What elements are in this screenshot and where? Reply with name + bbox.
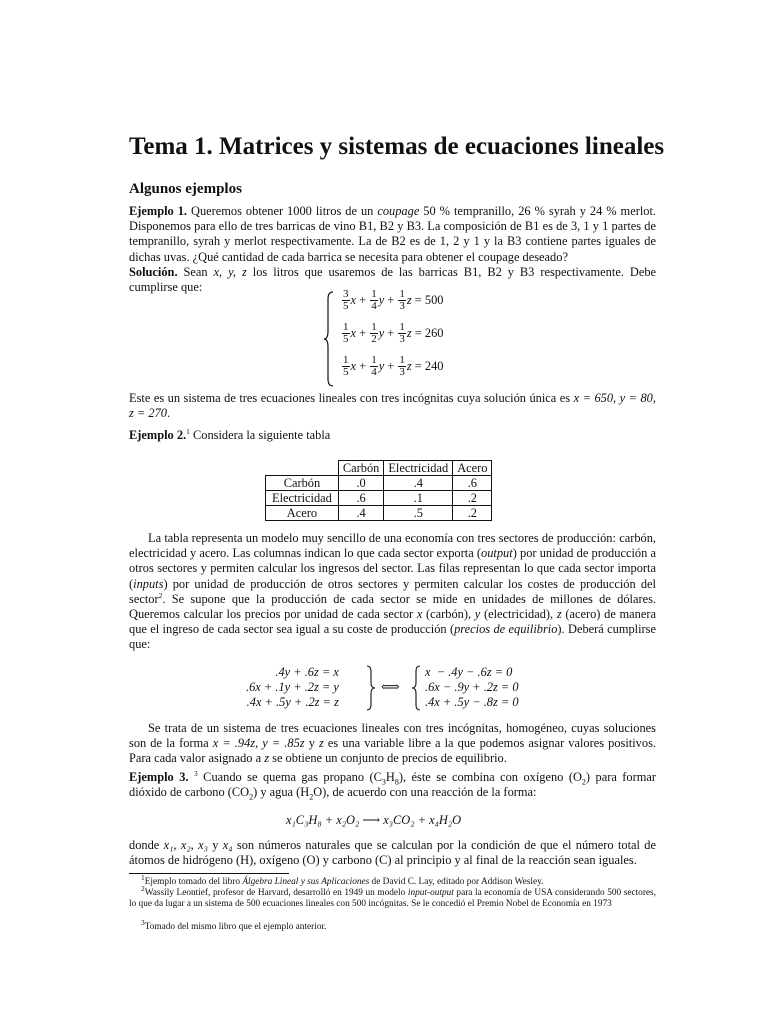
text-run: Wassily Leontief, profesor de Harvard, desarrolló en 1949 un modelo [144, 888, 408, 898]
table-header-cell: Electricidad [384, 461, 453, 476]
right-brace-icon [366, 665, 376, 711]
rhs-value: 240 [424, 359, 444, 373]
footnote-ref[interactable]: 3 [193, 768, 198, 778]
text-run: ) y agua (H [253, 785, 310, 800]
text-run: inputs [133, 576, 164, 591]
numerator: 1 [399, 321, 405, 333]
text-run: de David C. Lay, editado por Addison Wesley. [369, 877, 544, 887]
subscript: 2 [309, 792, 314, 802]
example-1-label: Ejemplo 1. [129, 204, 188, 218]
math-inline: z [556, 607, 562, 622]
text-run: Se trata de un sistema de tres ecuaciones lineales con tres incógnitas, homogéneo, cuyas soluciones son de la forma [129, 721, 656, 751]
denominator: 2 [371, 333, 377, 345]
text-run: ), éste se combina con oxígeno (O [398, 770, 582, 784]
text-run: Queremos obtener 1000 litros de un [187, 204, 378, 218]
fraction [342, 322, 350, 345]
text-run: (electricidad), [480, 607, 557, 622]
table-cell: Electricidad [266, 491, 339, 506]
text-run: 50 % tempranillo, 26 % syrah y 24 % merlot. Disponemos para ello de tres barricas de vino B1, B2 y B3. La composición de B1 es de 3, 1 y 1 partes de tempranillo, syrah y merlot respectivamente. La de B2 es de 1, 2 y 1 y la B3 contiene partes iguales de dichas uvas. ¿Qué cantidad de cada barrica se necesita para obtener el coupage deseado? [129, 204, 656, 264]
numerator: 1 [399, 354, 405, 366]
text-run: Tomado del mismo libro que el ejemplo anterior. [144, 922, 327, 932]
text-run: ) por unidad de producción de otros sectores y permiten calcular los costes de producción del sector [129, 576, 656, 606]
sector-table [265, 460, 492, 521]
table-row [266, 506, 492, 521]
text-run: ) para formar dióxido de carbono (CO [129, 770, 656, 800]
equation-row: .6x − .9y + .2z = 0 [425, 680, 519, 694]
text-run: (acero) de manera que el ingreso de cada sector sea igual a su coste de producción ( [129, 607, 656, 637]
system-2-right [425, 665, 519, 710]
equation-row: $\frac{1}{5}$ x + $\frac{1}{4}$ y + $\frac{1}{3}$ z = 240 [343, 354, 444, 378]
table-header-cell: Carbón [338, 461, 383, 476]
example-3-label: Ejemplo 3. [129, 770, 189, 784]
subscript: 3 [381, 777, 386, 787]
equation-row: $\frac{1}{5}$ x + $\frac{1}{2}$ y + $\frac{1}{3}$ z = 260 [343, 321, 444, 345]
math-inline: x₁, x₂, x₃ [163, 838, 208, 852]
text-run: y [207, 838, 223, 852]
text-run: son números naturales que se calculan por la condición de que el número total de átomos de hidrógeno (H), oxígeno (O) y carbono (C) al principio y al final de la reacción sean iguales. [129, 838, 656, 868]
homogeneous-paragraph [129, 721, 656, 767]
left-brace-icon [411, 665, 421, 711]
math-inline: y [474, 607, 481, 622]
footnote-3 [129, 917, 656, 933]
text-run: input-output [407, 888, 454, 898]
numerator: 1 [371, 288, 377, 300]
equation-row: $\frac{3}{5}$ x + $\frac{1}{4}$ y + $\frac{1}{3}$ z = 500 [343, 288, 444, 312]
text-run: Ejemplo tomado del libro [144, 877, 243, 887]
math-inline: x₄ [222, 838, 233, 852]
equation-row: .6x + .1y + .2z = y [246, 680, 339, 694]
subscript: 2 [249, 792, 254, 802]
table-header-row [266, 461, 492, 476]
denominator: 3 [399, 300, 405, 312]
text-run: . Se supone que la producción de cada sector se mide en unidades de millones de dólares. Queremos calcular los precios por unidad de cada sector [129, 591, 656, 622]
example-2-paragraph [129, 428, 656, 443]
numerator: 1 [371, 354, 377, 366]
table-row [266, 491, 492, 506]
denominator: 5 [343, 300, 349, 312]
math-inline: x, y, z [213, 265, 247, 279]
table-cell: .6 [338, 491, 383, 506]
fraction [370, 355, 378, 378]
fraction [370, 322, 378, 345]
text-run: es una variable libre a la que podemos asignar valores positivos. Para cada valor asignado a [129, 736, 656, 766]
footnote-divider [129, 873, 289, 874]
text-run: los litros que usaremos de las barricas B1, B2 y B3 respectivamente. Debe cumplirse que: [129, 265, 657, 295]
table-cell: .4 [338, 506, 383, 521]
numerator: 3 [343, 288, 349, 300]
footnote-number: 3 [141, 917, 145, 927]
equation-row: .4x + .5y − .8z = 0 [425, 695, 519, 709]
page-title: Tema 1. Matrices y sistemas de ecuaciones lineales [129, 133, 665, 160]
text-run: Sean [177, 265, 214, 279]
example-2-label: Ejemplo 2. [129, 428, 187, 442]
text-run: La tabla representa un modelo muy sencillo de una economía con tres sectores de producción: carbón, electricidad y acero. Las columnas indican lo que cada sector exporta ( [129, 531, 656, 561]
table-header-cell [266, 461, 339, 476]
text-run: . [166, 406, 171, 421]
table-cell: Acero [266, 506, 339, 521]
solution-label: Solución. [129, 265, 178, 279]
denominator: 3 [399, 333, 405, 345]
text-run: Álgebra Lineal y sus Aplicaciones [242, 877, 370, 887]
text-run: O), de acuerdo con una reacción de la forma: [313, 785, 537, 800]
denominator: 4 [371, 366, 377, 378]
table-row [266, 476, 492, 491]
system-2-left [246, 665, 339, 710]
text-run: H [385, 770, 395, 784]
table-cell: .2 [453, 491, 492, 506]
equation-row: .4x + .5y + .2z = z [246, 695, 339, 709]
numerator: 1 [371, 321, 377, 333]
denominator: 3 [399, 366, 405, 378]
numerator: 1 [343, 321, 349, 333]
text-run: y [304, 736, 319, 751]
subscript: 8 [394, 777, 399, 787]
footnote-number: 2 [141, 883, 145, 893]
footnote-1 [129, 872, 656, 888]
footnote-2 [129, 883, 656, 910]
text-run: se obtiene un conjunto de precios de equilibrio. [269, 751, 507, 766]
table-cell: .0 [338, 476, 383, 491]
rhs-value: 260 [424, 326, 444, 340]
text-run: Cuando se quema gas propano (C [197, 770, 382, 784]
footnote-ref[interactable]: 1 [186, 426, 190, 436]
reaction-paragraph [129, 838, 656, 868]
fraction [342, 355, 350, 378]
fraction [342, 289, 350, 312]
text-run: output [481, 546, 513, 561]
numerator: 1 [343, 354, 349, 366]
text-run: coupage [377, 204, 420, 218]
text-run: , [613, 391, 620, 405]
example-1-paragraph [129, 204, 656, 265]
table-cell: .1 [384, 491, 453, 506]
fraction [398, 289, 406, 312]
math-inline: x = .94z, y = .85z [212, 736, 305, 751]
equivalence-arrow-icon: ⟺ [381, 679, 400, 694]
fraction [370, 289, 378, 312]
left-brace-icon [324, 291, 334, 387]
economy-paragraph [129, 531, 656, 653]
table-cell: .4 [384, 476, 453, 491]
text-run: precios de equilibrio [454, 622, 558, 637]
math-inline: z = 270 [129, 406, 167, 421]
text-run: ). Deberá cumplirse que: [129, 622, 656, 652]
footnote-ref[interactable]: 2 [158, 590, 163, 600]
fraction [398, 355, 406, 378]
text-run: (carbón), [422, 607, 475, 622]
equation-row: .4y + .6z = x [275, 665, 339, 679]
footnote-number: 1 [141, 872, 145, 882]
math-inline: y = 80 [619, 391, 653, 405]
subscript: 2 [581, 777, 586, 787]
math-inline: z [318, 736, 324, 751]
text-run: donde [129, 838, 164, 852]
solution-text: Este es un sistema de tres ecuaciones lineales con tres incógnitas cuya solución única es x = 650, y = 80, z = 270. [129, 391, 656, 421]
section-heading: Algunos ejemplos [129, 181, 242, 197]
math-inline: z [264, 751, 270, 766]
example-3-paragraph [129, 770, 656, 800]
text-run: Considera la siguiente tabla [189, 428, 331, 442]
denominator: 5 [343, 366, 349, 378]
numerator: 1 [399, 288, 405, 300]
table-header-cell: Acero [453, 461, 492, 476]
math-inline: x = 650 [573, 391, 614, 405]
math-inline: x [416, 607, 423, 622]
text-run: para la economía de USA considerando 500 sectores, lo que da lugar a un sistema de 500 ecuaciones lineales con 500 incógnitas. Se le concedió el Premio Nobel de Economía en 1973 [129, 888, 656, 909]
denominator: 5 [343, 333, 349, 345]
text-run: ) por unidad de producción a otros sectores y permiten calcular los ingresos del sector. Las filas representan lo que cada sector importa ( [129, 546, 656, 591]
table-cell: .5 [384, 506, 453, 521]
rhs-value: 500 [424, 293, 444, 307]
table-cell: Carbón [266, 476, 339, 491]
equation-row: x − .4y − .6z = 0 [425, 665, 513, 679]
text-run: Este es un sistema de tres ecuaciones lineales con tres incógnitas cuya solución única es [129, 391, 574, 405]
reaction-equation: x₁C₃H₈ + x₂O₂ ⟶ x₃CO₂ + x₄H₂O [286, 813, 462, 827]
table-cell: .2 [453, 506, 492, 521]
denominator: 4 [371, 300, 377, 312]
fraction [398, 322, 406, 345]
table-cell: .6 [453, 476, 492, 491]
